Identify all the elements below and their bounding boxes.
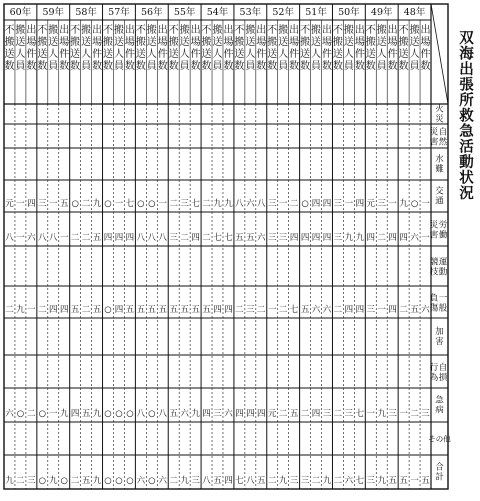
category-label: 災害 xyxy=(429,220,439,241)
cell-value: 五 xyxy=(92,305,102,315)
subcolumn-header: 不搬送数 xyxy=(135,25,146,72)
cell-value: 七 xyxy=(213,233,222,243)
cell-value: 三 xyxy=(344,409,354,419)
cell-value: 三 xyxy=(27,476,36,486)
cell-value: ○ xyxy=(126,409,134,419)
subcolumn-header: 不搬送数 xyxy=(267,25,278,72)
cell-value: 五 xyxy=(81,409,91,419)
cell-value: 六 xyxy=(158,476,168,486)
category-label: 火災 xyxy=(435,104,444,125)
cell-value: ○ xyxy=(148,409,156,419)
subcolumn-header: 出場件数 xyxy=(223,25,234,72)
cell-value: 二 xyxy=(235,305,244,315)
cell-value: 四 xyxy=(202,409,211,419)
cell-value: 一 xyxy=(388,199,397,209)
cell-value: 四 xyxy=(322,233,332,243)
category-label: 合計 xyxy=(435,462,444,483)
cell-value: ○ xyxy=(104,409,112,419)
cell-value: 九 xyxy=(344,233,354,243)
cell-value: 四 xyxy=(191,233,200,243)
year-label: 48年 xyxy=(403,7,426,18)
cell-value: 一 xyxy=(49,409,58,419)
cell-value: 二 xyxy=(278,305,288,315)
cell-value: 五 xyxy=(300,305,310,315)
cell-value: 二 xyxy=(16,476,25,486)
cell-value: 四 xyxy=(224,476,233,486)
cell-value: 八 xyxy=(158,233,168,243)
subcolumn-header: 搬送人員 xyxy=(376,25,387,72)
subcolumn-header: 搬送人員 xyxy=(179,25,190,72)
cell-value: 八 xyxy=(38,233,47,243)
cell-value: 二 xyxy=(38,305,47,315)
cell-value: 三 xyxy=(267,199,277,209)
cell-value: 二 xyxy=(202,233,211,243)
cell-value: 九 xyxy=(213,199,222,209)
cell-value: 五 xyxy=(246,233,255,243)
cell-value: 八 xyxy=(147,233,157,243)
category-label: 一般 xyxy=(438,293,448,314)
cell-value: 二 xyxy=(169,199,178,209)
cell-value: 五 xyxy=(92,233,102,243)
cell-value: 九 xyxy=(399,199,408,209)
cell-value: 三 xyxy=(300,476,310,486)
cell-value: 二 xyxy=(311,476,321,486)
cell-value: 四 xyxy=(224,305,233,315)
cell-value: 二 xyxy=(81,199,91,209)
subcolumn-header: 出場件数 xyxy=(321,25,332,72)
cell-value: 四 xyxy=(311,409,321,419)
cell-value: ○ xyxy=(115,476,123,486)
cell-value: 一 xyxy=(399,409,408,419)
cell-value: ○ xyxy=(126,476,134,486)
cell-value: 八 xyxy=(202,476,211,486)
cell-value: 一 xyxy=(16,199,25,209)
cell-value: 五 xyxy=(59,199,69,209)
cell-value: 六 xyxy=(344,476,354,486)
cell-value: 九 xyxy=(92,199,102,209)
category-label: 交通 xyxy=(435,186,444,207)
year-label: 55年 xyxy=(173,7,196,18)
subcolumn-header: 出場件数 xyxy=(387,25,398,72)
subcolumn-header: 不搬送数 xyxy=(37,25,48,72)
cell-value: 六 xyxy=(322,305,332,315)
cell-value: 三 xyxy=(213,409,222,419)
subcolumn-header: 搬送人員 xyxy=(409,25,420,72)
subcolumn-header: 搬送人員 xyxy=(212,25,223,72)
subcolumn-header: 搬送人員 xyxy=(81,25,92,72)
cell-value: 三 xyxy=(180,199,189,209)
subcolumn-header: 搬送人員 xyxy=(146,25,157,72)
cell-value: 七 xyxy=(355,476,365,486)
cell-value: 五 xyxy=(257,476,266,486)
cell-value: 四 xyxy=(125,233,135,243)
cell-value: 三 xyxy=(366,476,376,486)
cell-value: 五 xyxy=(421,476,430,486)
cell-value: 三 xyxy=(278,233,288,243)
cell-value: 一 xyxy=(410,476,419,486)
cell-value: 九 xyxy=(224,199,233,209)
cell-value: ○ xyxy=(38,409,47,419)
subcolumn-header: 出場件数 xyxy=(124,25,135,72)
year-label: 52年 xyxy=(272,7,294,18)
cell-value: 二 xyxy=(333,409,343,419)
cell-value: 七 xyxy=(235,476,244,486)
cell-value: 四 xyxy=(257,409,266,419)
cell-value: 五 xyxy=(388,476,397,486)
subcolumn-header: 不搬送数 xyxy=(300,25,311,72)
cell-value: 九 xyxy=(322,476,332,486)
cell-value: 七 xyxy=(355,409,365,419)
cell-value: 二 xyxy=(5,305,14,315)
cell-value: 四 xyxy=(322,199,332,209)
cell-value: 二 xyxy=(202,199,211,209)
subcolumn-header: 搬送人員 xyxy=(48,25,59,72)
year-label: 49年 xyxy=(370,7,393,18)
cell-value: 八 xyxy=(257,199,266,209)
cell-value: 二 xyxy=(399,305,408,315)
cell-value: 九 xyxy=(355,233,365,243)
year-label: 53年 xyxy=(239,7,262,18)
cell-value: 六 xyxy=(136,476,146,486)
cell-value: 三 xyxy=(333,233,343,243)
cell-value: 七 xyxy=(125,199,135,209)
cell-value: 二 xyxy=(70,233,80,243)
cell-value: 二 xyxy=(180,233,189,243)
subcolumn-header: 不搬送数 xyxy=(365,25,376,72)
cell-value: 四 xyxy=(289,233,299,243)
cell-value: 三 xyxy=(289,476,299,486)
category-label: 負傷 xyxy=(429,293,439,314)
cell-value: 九 xyxy=(49,476,58,486)
cell-value: 一 xyxy=(267,305,277,315)
cell-value: 一 xyxy=(344,199,354,209)
cell-value: 三 xyxy=(421,409,430,419)
year-label: 51年 xyxy=(305,7,327,18)
subcolumn-header: 不搬送数 xyxy=(70,25,81,72)
cell-value: 九 xyxy=(59,409,69,419)
cell-value: 六 xyxy=(421,305,430,315)
cell-value: 八 xyxy=(235,199,244,209)
cell-value: 二 xyxy=(333,305,343,315)
year-label: 54年 xyxy=(206,7,229,18)
cell-value: ○ xyxy=(115,409,123,419)
cell-value: 元 xyxy=(366,199,376,209)
cell-value: 三 xyxy=(267,233,277,243)
cell-value: 四 xyxy=(388,305,397,315)
cell-value: 一 xyxy=(59,233,69,243)
cell-value: 四 xyxy=(355,305,365,315)
subcolumn-header: 出場件数 xyxy=(354,25,365,72)
corner-diagonal xyxy=(431,4,448,104)
cell-value: 四 xyxy=(213,305,222,315)
cell-value: 一 xyxy=(27,305,36,315)
cell-value: 三 xyxy=(377,199,386,209)
subcolumn-header: 不搬送数 xyxy=(398,25,409,72)
cell-value: 六 xyxy=(224,409,233,419)
category-label: 競技 xyxy=(429,257,439,278)
cell-value: 二 xyxy=(333,476,343,486)
category-label: 急病 xyxy=(435,395,444,416)
cell-value: 四 xyxy=(355,199,365,209)
cell-value: 六 xyxy=(246,199,255,209)
cell-value: ○ xyxy=(104,305,112,315)
subcolumn-header: 出場件数 xyxy=(190,25,201,72)
cell-value: 一 xyxy=(16,233,25,243)
cell-value: 九 xyxy=(92,409,102,419)
cell-value: 五 xyxy=(158,305,168,315)
year-label: 56年 xyxy=(141,7,163,18)
cell-value: 八 xyxy=(5,233,14,243)
category-label: 自損 xyxy=(438,363,448,383)
cell-value: 五 xyxy=(125,305,135,315)
cell-value: 一 xyxy=(366,409,376,419)
cell-value: 二 xyxy=(81,305,91,315)
cell-value: 三 xyxy=(38,199,47,209)
cell-value: ○ xyxy=(60,476,68,486)
subcolumn-header: 搬送人員 xyxy=(278,25,289,72)
cell-value: 四 xyxy=(103,233,113,243)
cell-value: 二 xyxy=(70,476,80,486)
cell-value: 七 xyxy=(224,233,233,243)
subcolumn-header: 出場件数 xyxy=(420,25,431,72)
cell-value: 四 xyxy=(311,233,321,243)
cell-value: 五 xyxy=(147,305,157,315)
cell-value: 八 xyxy=(158,409,168,419)
cell-value: 六 xyxy=(311,305,321,315)
cell-value: 三 xyxy=(322,409,332,419)
cell-value: 四 xyxy=(49,305,58,315)
category-label: 行為 xyxy=(429,363,439,383)
cell-value: 二 xyxy=(169,476,178,486)
category-label: 労働 xyxy=(438,220,448,241)
cell-value: 三 xyxy=(333,199,343,209)
cell-value: 二 xyxy=(81,233,91,243)
subcolumn-header: 不搬送数 xyxy=(234,25,245,72)
year-label: 60年 xyxy=(9,7,32,18)
cell-value: ○ xyxy=(104,199,112,209)
subcolumn-header: 出場件数 xyxy=(92,25,103,72)
cell-value: 一 xyxy=(377,305,386,315)
subcolumn-header: 出場件数 xyxy=(289,25,300,72)
cell-value: 五 xyxy=(81,476,91,486)
subcolumn-header: 不搬送数 xyxy=(201,25,212,72)
cell-value: 九 xyxy=(191,409,200,419)
cell-value: 九 xyxy=(278,476,288,486)
cell-value: 元 xyxy=(267,409,277,419)
subcolumn-header: 搬送人員 xyxy=(245,25,256,72)
cell-value: 三 xyxy=(246,305,255,315)
cell-value: ○ xyxy=(16,409,25,419)
cell-value: 八 xyxy=(49,233,58,243)
cell-value: ○ xyxy=(148,476,156,486)
cell-value: 二 xyxy=(27,409,36,419)
subcolumn-header: 不搬送数 xyxy=(4,25,15,72)
subcolumn-header: 搬送人員 xyxy=(343,25,354,72)
cell-value: 九 xyxy=(180,476,189,486)
cell-value: 一 xyxy=(278,199,288,209)
cell-value: 二 xyxy=(278,409,288,419)
subcolumn-header: 不搬送数 xyxy=(168,25,179,72)
cell-value: 四 xyxy=(399,233,408,243)
cell-value: 五 xyxy=(410,305,419,315)
cell-value: 一 xyxy=(421,233,430,243)
cell-value: ○ xyxy=(410,199,419,209)
cell-value: 四 xyxy=(246,409,255,419)
cell-value: 九 xyxy=(16,305,25,315)
cell-value: 四 xyxy=(114,233,124,243)
subcolumn-header: 出場件数 xyxy=(26,25,37,72)
cell-value: ○ xyxy=(148,199,156,209)
category-label: 加害 xyxy=(435,327,444,347)
cell-value: ○ xyxy=(38,476,47,486)
subcolumn-header: 搬送人員 xyxy=(113,25,124,72)
year-label: 59年 xyxy=(42,7,65,18)
cell-value: 三 xyxy=(169,233,178,243)
cell-value: 九 xyxy=(92,476,102,486)
subcolumn-header: 出場件数 xyxy=(256,25,267,72)
cell-value: 九 xyxy=(377,476,386,486)
cell-value: 二 xyxy=(267,476,277,486)
cell-value: 六 xyxy=(257,233,266,243)
cell-value: 一 xyxy=(158,199,168,209)
cell-value: 四 xyxy=(311,199,321,209)
category-label: 運動 xyxy=(438,257,448,278)
subcolumn-header: 搬送人員 xyxy=(311,25,322,72)
cell-value: 四 xyxy=(300,233,310,243)
page-title: 双海出張所救急活動状況 xyxy=(457,30,474,201)
cell-value: 五 xyxy=(169,409,178,419)
cell-value: 八 xyxy=(136,233,146,243)
cell-value: 五 xyxy=(191,305,200,315)
cell-value: 二 xyxy=(257,305,266,315)
cell-value: 四 xyxy=(235,409,244,419)
cell-value: 一 xyxy=(49,199,58,209)
category-label: その他 xyxy=(428,434,451,444)
cell-value: ○ xyxy=(71,199,79,209)
cell-value: 五 xyxy=(235,233,244,243)
cell-value: 六 xyxy=(27,233,36,243)
cell-value: 三 xyxy=(191,476,200,486)
year-label: 50年 xyxy=(338,7,360,18)
year-label: 57年 xyxy=(108,7,130,18)
cell-value: 五 xyxy=(289,409,299,419)
cell-value: 四 xyxy=(70,409,80,419)
cell-value: 五 xyxy=(180,305,189,315)
cell-value: ○ xyxy=(301,199,309,209)
cell-value: 五 xyxy=(136,305,146,315)
category-label: 水難 xyxy=(435,154,444,175)
cell-value: 六 xyxy=(180,409,189,419)
subcolumn-header: 出場件数 xyxy=(59,25,70,72)
subcolumn-header: 搬送人員 xyxy=(15,25,26,72)
cell-value: 二 xyxy=(377,233,386,243)
cell-value: 五 xyxy=(169,305,178,315)
subcolumn-header: 不搬送数 xyxy=(332,25,343,72)
cell-value: 九 xyxy=(5,476,14,486)
cell-value: ○ xyxy=(104,476,112,486)
cell-value: 一 xyxy=(114,199,124,209)
cell-value: 二 xyxy=(289,199,299,209)
category-label: 自然 xyxy=(438,127,448,148)
cell-value: 四 xyxy=(344,305,354,315)
cell-value: 四 xyxy=(114,305,124,315)
cell-value: 元 xyxy=(5,199,14,209)
cell-value: 七 xyxy=(289,305,299,315)
cell-value: 五 xyxy=(213,476,222,486)
cell-value: 五 xyxy=(399,476,408,486)
cell-value: 六 xyxy=(410,233,419,243)
year-label: 58年 xyxy=(75,7,97,18)
cell-value: 四 xyxy=(59,305,69,315)
cell-value: 八 xyxy=(136,409,146,419)
cell-value: 四 xyxy=(388,233,397,243)
cell-value: 三 xyxy=(366,305,376,315)
cell-value: 五 xyxy=(70,305,80,315)
cell-value: 七 xyxy=(191,199,200,209)
category-label: 災害 xyxy=(429,127,439,148)
subcolumn-header: 不搬送数 xyxy=(103,25,114,72)
subcolumn-header: 出場件数 xyxy=(157,25,168,72)
cell-value: 九 xyxy=(377,409,386,419)
cell-value: 八 xyxy=(246,476,255,486)
cell-value: 一 xyxy=(421,199,430,209)
cell-value: 二 xyxy=(410,409,419,419)
cell-value: 六 xyxy=(5,409,14,419)
cell-value: 二 xyxy=(300,409,310,419)
cell-value: ○ xyxy=(137,199,145,209)
cell-value: 四 xyxy=(366,233,376,243)
cell-value: 五 xyxy=(202,305,211,315)
cell-value: 三 xyxy=(388,409,397,419)
cell-value: 四 xyxy=(27,199,36,209)
